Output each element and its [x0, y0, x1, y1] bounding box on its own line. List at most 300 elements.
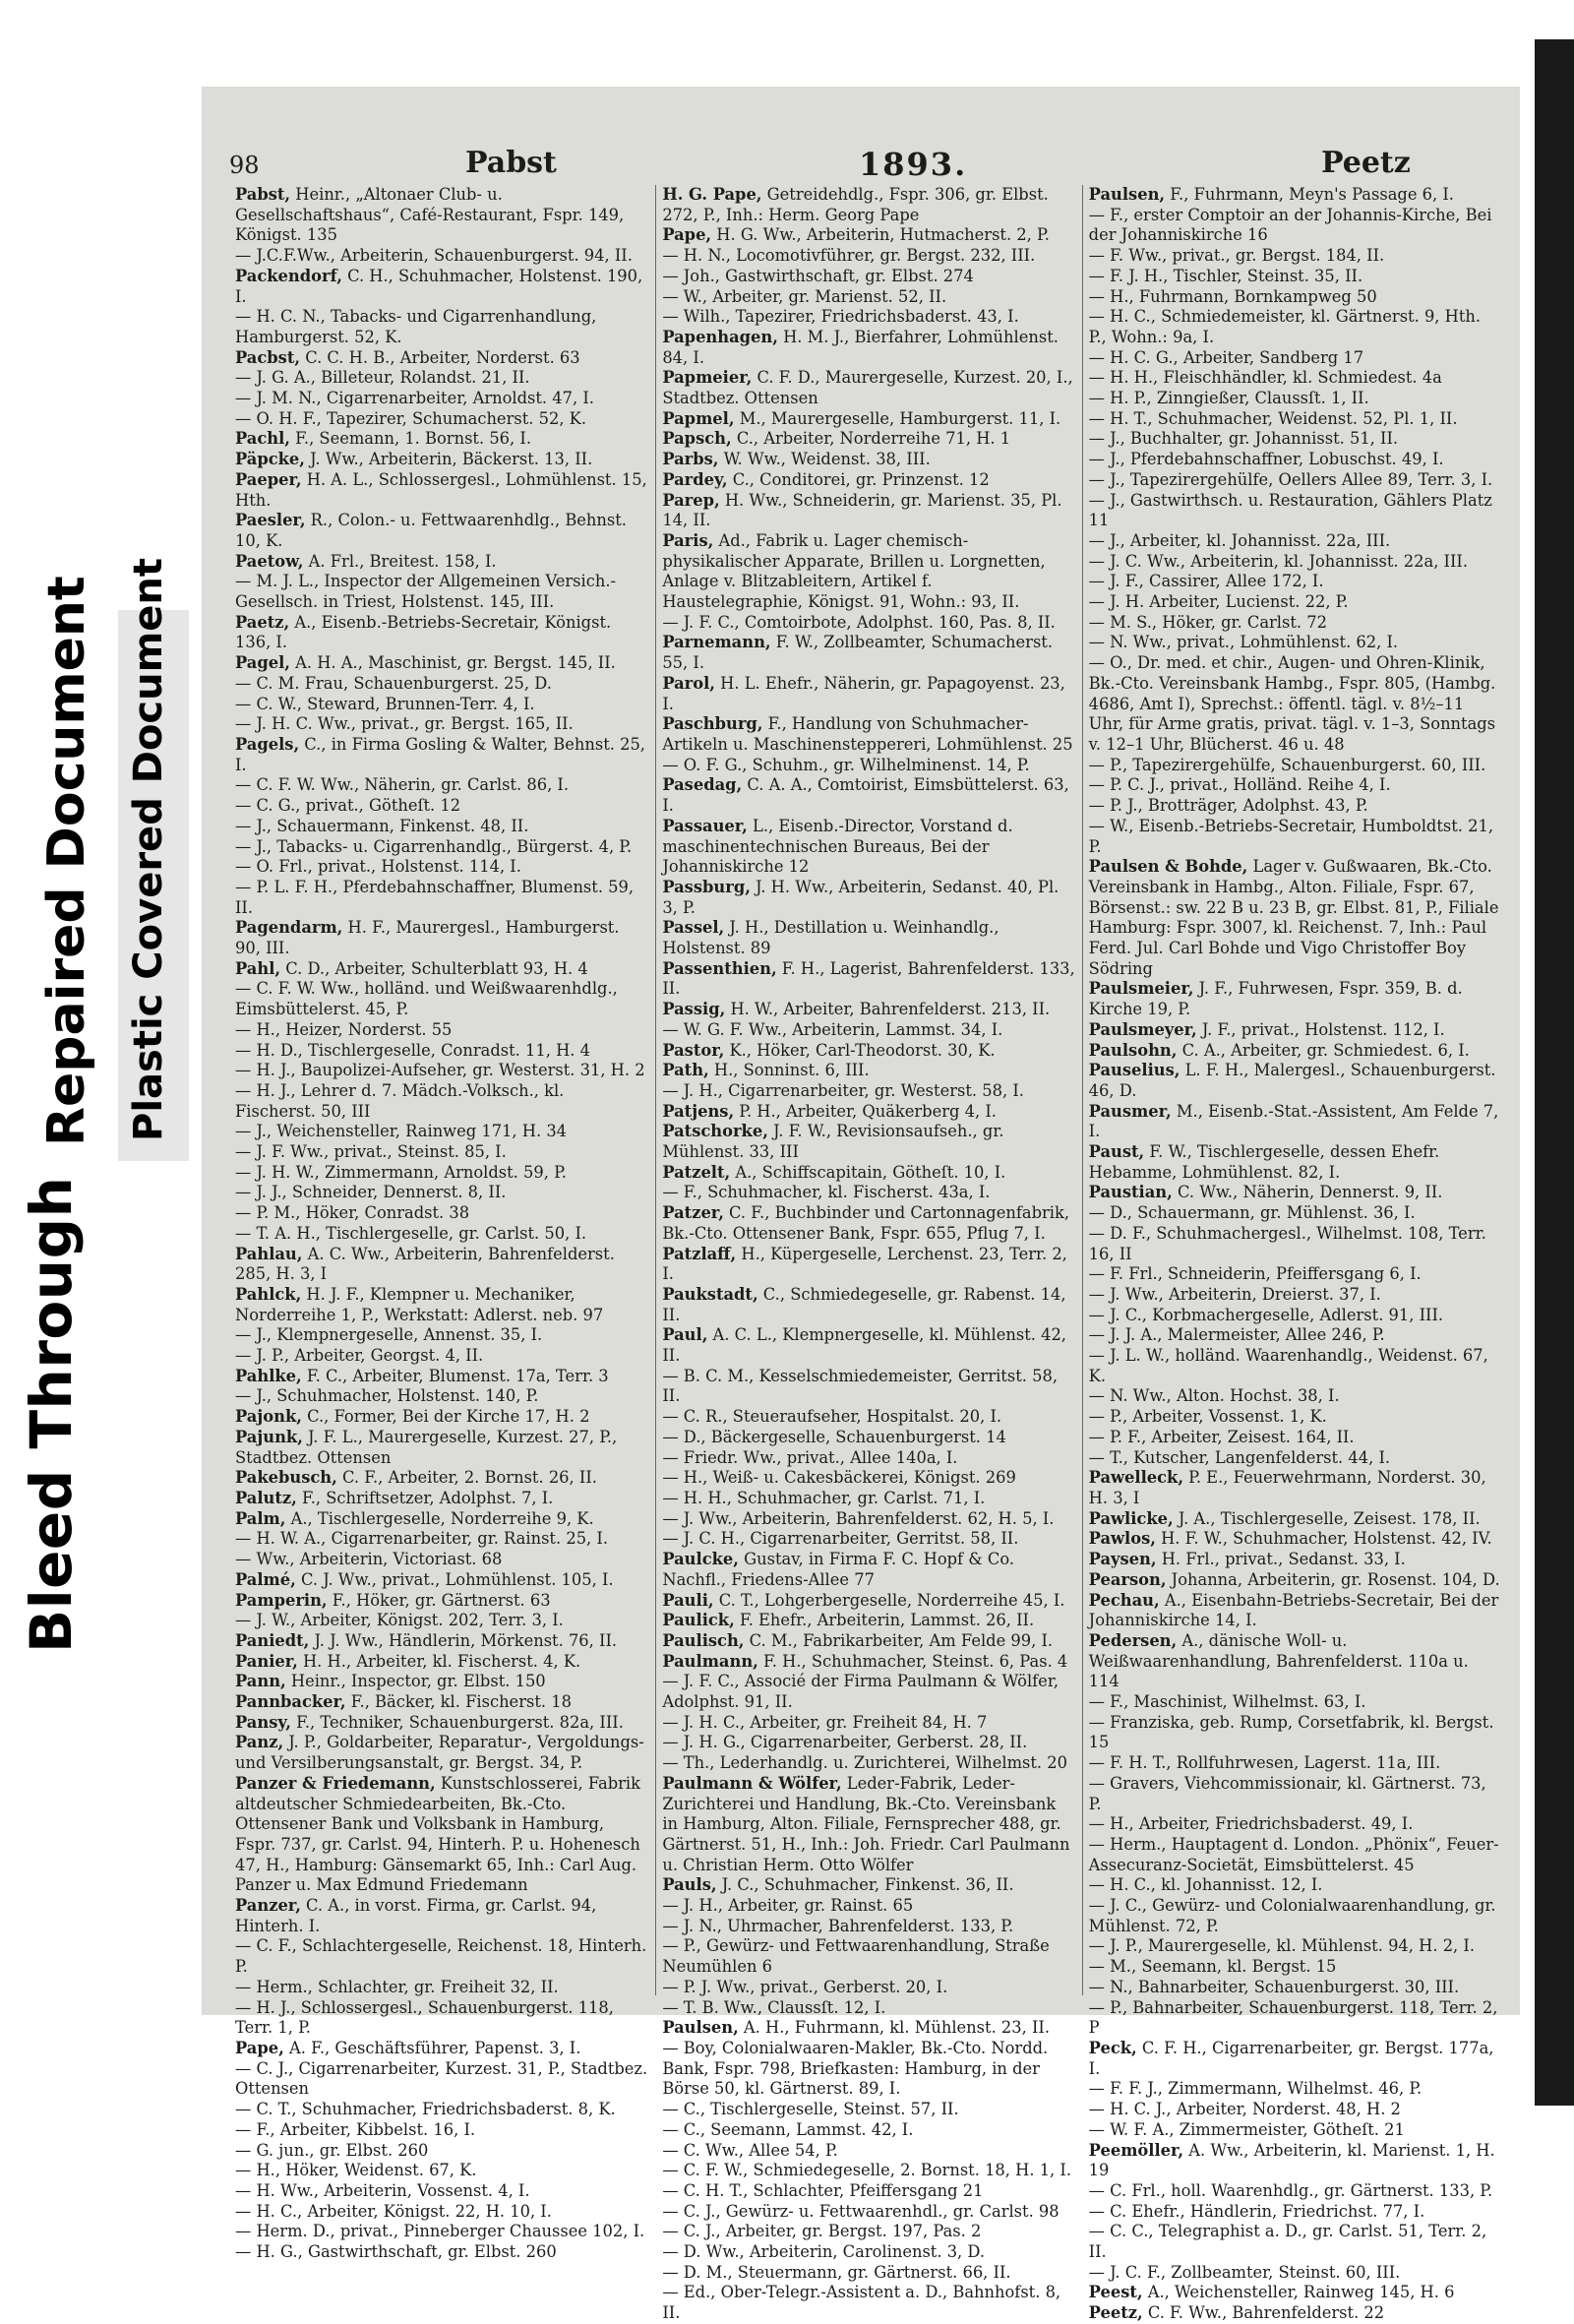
entry-text: — Wilh., Tapezirer, Friedrichsbaderst. 43, I. — [662, 307, 1019, 327]
entry-text: H. W., Arbeiter, Bahrenfelderst. 213, II. — [725, 1000, 1051, 1019]
entry-text: — C. J., Cigarrenarbeiter, Kurzest. 31, P., Stadtbez. Ottensen — [235, 2058, 648, 2099]
entry-name: Pauselius, — [1088, 1061, 1180, 1080]
entry-name: Pape, — [235, 2038, 284, 2057]
entry-text: Leder-Fabrik, Leder-Zurichterei und Handlung, Bk.-Cto. Vereinsbank in Hamburg, Alton. Filiale, Fernsprecher 488, gr. Gärtnerst. 51, H., Inh.: Joh. Friedr. Carl Paulmann u. Christian Herm. Otto Wölfer — [662, 1773, 1070, 1874]
entry-name: Peest, — [1088, 2283, 1143, 2302]
directory-entry — [1089, 1835, 1502, 1875]
entry-name: Pajunk, — [235, 1427, 303, 1446]
directory-entry — [1089, 1896, 1502, 1936]
directory-entry — [1089, 531, 1502, 552]
directory-entry — [662, 307, 1075, 328]
entry-text: A. F., Geschäftsführer, Papenst. 3, I. — [283, 2038, 581, 2057]
entry-text: — C. J., Arbeiter, gr. Bergst. 197, Pas. 2 — [662, 2222, 982, 2241]
entry-name: Pajonk, — [235, 1407, 302, 1427]
directory-entry — [662, 1936, 1075, 1977]
entry-text: — J. C. H., Cigarrenarbeiter, Gerritst. 58, II. — [662, 1529, 1019, 1549]
entry-text: — H. C. N., Tabacks- und Cigarrenhandlung, Hamburgerst. 52, K. — [235, 307, 597, 346]
entry-name: Paetz, — [235, 612, 290, 632]
directory-entry — [662, 328, 1075, 368]
scan-edge — [1535, 39, 1574, 2106]
directory-entry — [235, 979, 649, 1019]
directory-entry — [662, 674, 1075, 714]
directory-entry — [662, 1733, 1075, 1753]
entry-text: — J. H. W., Zimmermann, Arnoldst. 59, P. — [235, 1162, 567, 1182]
entry-name: Patzlaff, — [662, 1244, 737, 1263]
directory-entry — [662, 2018, 1075, 2039]
entry-name: Pauls, — [662, 1875, 717, 1895]
directory-entry — [235, 674, 649, 695]
entry-name: Palm, — [235, 1508, 286, 1528]
directory-entry — [1089, 1102, 1502, 1142]
directory-entry — [1089, 1774, 1502, 1814]
entry-name: Pagel, — [235, 653, 290, 673]
entry-name: Pawelleck, — [1088, 1468, 1183, 1488]
directory-entry — [1089, 1550, 1502, 1570]
entry-name: Pahlck, — [235, 1284, 302, 1304]
entry-name: Paulisch, — [662, 1630, 745, 1650]
entry-text: — H., Arbeiter, Friedrichsbaderst. 49, I. — [1088, 1814, 1414, 1834]
entry-text: — C. C., Telegraphist a. D., gr. Carlst. 51, Terr. 2, II. — [1088, 2222, 1487, 2262]
directory-entry — [662, 491, 1075, 531]
directory-entry — [1089, 1264, 1502, 1285]
directory-entry — [235, 775, 649, 796]
entry-text: C. F. Ww., Bahrenfelderst. 22 — [1142, 2303, 1385, 2323]
entry-text: — F., Schuhmacher, kl. Fischerst. 43a, I. — [662, 1183, 991, 1202]
entry-text: — D. Ww., Arbeiterin, Carolinenst. 3, D. — [662, 2242, 986, 2262]
entry-text: — P., Arbeiter, Vossenst. 1, K. — [1088, 1407, 1327, 1427]
entry-text: — J. F. C., Comtoirbote, Adolphst. 160, Pas. 8, II. — [662, 612, 1056, 632]
directory-entry — [235, 2059, 649, 2100]
entry-name: Patjens, — [662, 1101, 735, 1121]
entry-text: C. D., Arbeiter, Schulterblatt 93, H. 4 — [280, 958, 588, 978]
entry-text: — Boy, Colonialwaaren-Makler, Bk.-Cto. Nordd. Bank, Fspr. 798, Briefkasten: Hamburg, in der Börse 50, kl. Gärtnerst. 89, I. — [662, 2038, 1049, 2099]
entry-name: Päpcke, — [235, 450, 305, 469]
directory-entry — [662, 633, 1075, 673]
entry-text: H. G. Ww., Arbeiterin, Hutmacherst. 2, P. — [711, 225, 1050, 245]
directory-entry — [662, 878, 1075, 918]
directory-entry — [1089, 592, 1502, 613]
entry-name: Panzer, — [235, 1896, 301, 1916]
entry-text: — C. F. W. Ww., Näherin, gr. Carlst. 86, I. — [235, 775, 570, 795]
directory-entry — [1089, 653, 1502, 756]
directory-entry — [235, 918, 649, 958]
directory-entry — [662, 1203, 1075, 1244]
entry-text: F. Ehefr., Arbeiterin, Lammst. 26, II. — [734, 1611, 1035, 1630]
directory-entry — [1089, 491, 1502, 531]
entry-text: — J. M. N., Cigarrenarbeiter, Arnoldst. 47, I. — [235, 389, 594, 408]
entry-name: Paulick, — [662, 1611, 735, 1630]
entry-name: Paschburg, — [662, 714, 763, 734]
directory-entry — [235, 572, 649, 612]
directory-entry — [235, 1978, 649, 1998]
entry-text: — C. R., Steueraufseher, Hospitalst. 20, I. — [662, 1407, 1002, 1427]
directory-entry — [235, 307, 649, 347]
entry-text: — W. G. F. Ww., Arbeiterin, Lammst. 34, I. — [662, 1019, 1003, 1039]
directory-entry — [662, 1998, 1075, 2019]
entry-text: J. H. Ww., Arbeiterin, Sedanst. 40, Pl. 3, P. — [662, 877, 1059, 917]
entry-text: J. F., Fuhrwesen, Fspr. 359, B. d. Kirche 19, P. — [1088, 979, 1463, 1019]
directory-entry — [662, 1591, 1075, 1612]
directory-entry — [235, 1285, 649, 1325]
directory-entry — [235, 2100, 649, 2120]
entry-text: — J. Ww., Arbeiterin, Dreierst. 37, I. — [1088, 1284, 1381, 1304]
entry-text: — J., Buchhalter, gr. Johannisst. 51, II. — [1088, 429, 1399, 449]
directory-entry — [1089, 1325, 1502, 1346]
entry-text: — N. Ww., privat., Lohmühlenst. 62, I. — [1088, 633, 1399, 652]
directory-entry — [235, 1591, 649, 1612]
directory-entry — [1089, 2202, 1502, 2223]
entry-name: Pardey, — [662, 469, 728, 489]
directory-entry — [235, 1936, 649, 1977]
entry-text: — C. Ehefr., Händlerin, Friedrichst. 77, I. — [1088, 2201, 1425, 2221]
entry-name: Pahlke, — [235, 1366, 302, 1385]
entry-text: A., Schiffscapitain, Götheſt. 10, I. — [730, 1162, 1006, 1182]
entry-text: — B. C. M., Kesselschmiedemeister, Gerritst. 58, II. — [662, 1366, 1058, 1406]
directory-entry — [1089, 2303, 1502, 2324]
entry-text: — J., Tapezirergehülfe, Oellers Allee 89, Terr. 3, I. — [1088, 469, 1493, 489]
entry-text: — H., Fuhrmann, Bornkampweg 50 — [1088, 286, 1377, 306]
label-plastic-covered: Plastic Covered Document — [126, 557, 171, 1141]
entry-text: — H. C., Arbeiter, Königst. 22, H. 10, I. — [235, 2201, 552, 2221]
entry-text: — F. F. J., Zimmermann, Wilhelmst. 46, P. — [1088, 2079, 1423, 2099]
entry-text: — J., Pferdebahnschaffner, Lobuschst. 49, I. — [1088, 450, 1444, 469]
entry-text: — N., Bahnarbeiter, Schauenburgerst. 30, III. — [1088, 1977, 1460, 1996]
directory-entry — [662, 1041, 1075, 1062]
directory-entry — [235, 470, 649, 511]
directory-entry — [662, 1529, 1075, 1550]
entry-text: M., Eisenb.-Stat.-Assistent, Am Felde 7, I. — [1088, 1101, 1499, 1141]
directory-entry — [662, 1000, 1075, 1020]
entry-text: — O. H. F., Tapezirer, Schumacherst. 52, K. — [235, 408, 587, 428]
entry-text: — F., erster Comptoir an der Johannis-Kirche, Bei der Johanniskirche 16 — [1088, 205, 1492, 245]
directory-entry — [235, 185, 649, 246]
entry-name: Paulsen, — [1088, 185, 1166, 204]
entry-name: Paniedt, — [235, 1630, 310, 1650]
entry-text: — J. H., Cigarrenarbeiter, gr. Westerst. 58, I. — [662, 1080, 1024, 1100]
entry-text: — J. C. F., Zollbeamter, Steinst. 60, III. — [1088, 2262, 1401, 2282]
directory-entry — [235, 1652, 649, 1673]
directory-entry — [662, 2161, 1075, 2181]
directory-entry — [1089, 1224, 1502, 1264]
entry-text: F., Handlung von Schuhmacher-Artikeln u. Maschinensteppereri, Lohmühlenst. 25 — [662, 714, 1073, 754]
directory-entry — [235, 1509, 649, 1530]
entry-name: Pape, — [662, 225, 712, 245]
directory-entry — [235, 1774, 649, 1896]
directory-entry — [235, 1733, 649, 1773]
entry-text: — P. L. F. H., Pferdebahnschaffner, Blumenst. 59, II. — [235, 877, 635, 917]
entry-text: — J., Schauermann, Finkenst. 48, II. — [235, 816, 529, 835]
entry-text: C., in Firma Gosling & Walter, Behnst. 25, I. — [235, 734, 645, 774]
directory-entry — [1089, 1142, 1502, 1183]
directory-entry — [1089, 1285, 1502, 1306]
entry-name: Path, — [662, 1061, 709, 1080]
entry-name: Panier, — [235, 1651, 298, 1671]
entry-columns — [229, 185, 1508, 2323]
entry-name: Pedersen, — [1088, 1630, 1178, 1650]
entry-name: Pachl, — [235, 429, 290, 449]
entry-name: Paeper, — [235, 469, 302, 489]
directory-entry — [662, 450, 1075, 470]
directory-entry — [235, 1468, 649, 1489]
directory-entry — [1089, 796, 1502, 817]
entry-name: Paulcke, — [662, 1550, 739, 1569]
entry-text: W. Ww., Weidenst. 38, III. — [718, 450, 931, 469]
entry-text: — H. W. A., Cigarrenarbeiter, gr. Rainst. 25, I. — [235, 1529, 609, 1549]
directory-entry — [235, 1061, 649, 1081]
entry-text: H. J. F., Klempner u. Mechaniker, Norderreihe 1, P., Werkstatt: Adlerst. neb. 97 — [235, 1284, 604, 1324]
directory-entry — [1089, 1957, 1502, 1978]
entry-text: — C. G., privat., Götheſt. 12 — [235, 796, 461, 816]
entry-text: J. A., Tischlergeselle, Zeisest. 178, II. — [1173, 1508, 1481, 1528]
entry-text: H., Küpergeselle, Lerchenst. 23, Terr. 2, I. — [662, 1244, 1067, 1284]
entry-name: Patschorke, — [662, 1122, 768, 1141]
directory-entry — [1089, 979, 1502, 1019]
directory-entry — [1089, 633, 1502, 653]
directory-entry — [662, 1896, 1075, 1917]
entry-text: J. F. L., Maurergeselle, Kurzest. 27, P., Stadtbez. Ottensen — [235, 1427, 618, 1467]
entry-text: Gustav, in Firma F. C. Hopf & Co. Nachfl., Friedens-Allee 77 — [662, 1550, 1015, 1589]
entry-name: Panzer & Friedemann, — [235, 1773, 436, 1793]
page-header — [229, 146, 1508, 185]
directory-entry — [1089, 1306, 1502, 1326]
entry-text: — H. J., Baupolizei-Aufseher, gr. Westerst. 31, H. 2 — [235, 1061, 645, 1080]
directory-entry — [235, 1407, 649, 1428]
entry-name: Patzelt, — [662, 1162, 731, 1182]
directory-entry — [235, 1142, 649, 1163]
directory-entry — [662, 1672, 1075, 1712]
directory-entry — [1089, 1631, 1502, 1692]
entry-text: — W., Eisenb.-Betriebs-Secretair, Humboldtst. 21, P. — [1088, 816, 1494, 856]
directory-entry — [1089, 1978, 1502, 1998]
entry-name: Paulmann & Wölfer, — [662, 1773, 842, 1793]
directory-entry — [1089, 267, 1502, 287]
entry-text: C. F. D., Maurergeselle, Kurzest. 20, I., Stadtbez. Ottensen — [662, 368, 1073, 408]
directory-entry — [1089, 756, 1502, 776]
directory-entry — [235, 1041, 649, 1062]
entry-text: — Franziska, geb. Rump, Corsetfabrik, kl. Bergst. 15 — [1088, 1712, 1494, 1752]
entry-text: — H. C., Schmiedemeister, kl. Gärtnerst. 9, Hth. P., Wohn.: 9a, I. — [1088, 307, 1482, 346]
entry-text: J. F. W., Revisionsaufseh., gr. Mühlenst. 33, III — [662, 1122, 1004, 1162]
entry-text: — J., Schuhmacher, Holstenst. 140, P. — [235, 1386, 539, 1406]
entry-text: Heinr., „Altonaer Club- u. Gesellschaftshaus“, Café-Restaurant, Fspr. 149, Königst. 135 — [235, 185, 625, 245]
entry-text: — O. F. G., Schuhm., gr. Wilhelminenst. 14, P. — [662, 755, 1030, 774]
directory-entry — [1089, 1509, 1502, 1530]
directory-entry — [1089, 1753, 1502, 1774]
entry-text: H., Sonninst. 6, III. — [708, 1061, 870, 1080]
directory-entry — [662, 2222, 1075, 2242]
entry-text: — P., Gewürz- und Fettwaarenhandlung, Straße Neumühlen 6 — [662, 1936, 1050, 1977]
entry-text: — H. C. G., Arbeiter, Sandberg 17 — [1088, 347, 1364, 367]
entry-text: — J. L. W., holländ. Waarenhandlg., Weidenst. 67, K. — [1088, 1346, 1488, 1385]
entry-name: Papsch, — [662, 429, 732, 449]
entry-text: C., Former, Bei der Kirche 17, H. 2 — [301, 1407, 590, 1427]
entry-text: — Th., Lederhandlg. u. Zurichterei, Wilhelmst. 20 — [662, 1753, 1068, 1773]
entry-text: — J. H. C., Arbeiter, gr. Freiheit 84, H. 7 — [662, 1712, 988, 1732]
entry-text: — D. F., Schuhmachergesl., Wilhelmst. 108, Terr. 16, II — [1088, 1223, 1486, 1263]
entry-text: A., Tischlergeselle, Norderreihe 9, K. — [285, 1508, 594, 1528]
directory-entry — [1089, 1061, 1502, 1101]
entry-name: Patzer, — [662, 1203, 724, 1223]
entry-text: F., Techniker, Schauenburgerst. 82a, III. — [290, 1712, 624, 1732]
entry-name: Paulmann, — [662, 1651, 758, 1671]
directory-entry — [235, 735, 649, 775]
directory-entry — [662, 2181, 1075, 2202]
entry-text: — H., Höker, Weidenst. 67, K. — [235, 2161, 477, 2180]
entry-name: Papenhagen, — [662, 327, 778, 346]
directory-entry — [662, 1428, 1075, 1448]
entry-text: M., Maurergeselle, Hamburgerst. 11, I. — [734, 408, 1061, 428]
directory-entry — [1089, 857, 1502, 979]
entry-text: — P., Bahnarbeiter, Schauenburgerst. 118, Terr. 2, P — [1088, 1997, 1498, 2038]
right-keyword: Peetz — [1321, 146, 1411, 180]
directory-entry — [662, 267, 1075, 287]
directory-entry — [662, 1652, 1075, 1673]
entry-text: F. C., Arbeiter, Blumenst. 17a, Terr. 3 — [301, 1366, 609, 1385]
entry-text: — J., Weichensteller, Rainweg 171, H. 34 — [235, 1122, 568, 1141]
directory-entry — [662, 246, 1075, 267]
directory-entry — [1089, 450, 1502, 470]
directory-entry — [662, 2242, 1075, 2263]
directory-entry — [662, 1611, 1075, 1631]
entry-name: Pasedag, — [662, 775, 743, 795]
column-3 — [1082, 185, 1508, 2323]
entry-text: — F. Ww., privat., gr. Bergst. 184, II. — [1088, 246, 1385, 266]
directory-entry — [235, 1692, 649, 1713]
directory-entry — [1089, 775, 1502, 796]
directory-entry — [1089, 1386, 1502, 1407]
entry-name: Paetow, — [235, 551, 304, 571]
page-number: 98 — [229, 152, 260, 179]
entry-text: — J. P., Arbeiter, Georgst. 4, II. — [235, 1346, 484, 1366]
directory-entry — [1089, 348, 1502, 369]
entry-name: Pawlicke, — [1088, 1508, 1174, 1528]
directory-entry — [235, 1020, 649, 1041]
entry-text: A. C. Ww., Arbeiterin, Bahrenfelderst. 285, H. 3, I — [235, 1244, 615, 1284]
entry-text: — J. H. Arbeiter, Lucienst. 22, P. — [1088, 592, 1349, 612]
entry-text: — H. P., Zinngießer, Claussſt. 1, II. — [1088, 389, 1369, 408]
entry-name: Pansy, — [235, 1712, 291, 1732]
directory-entry — [235, 2181, 649, 2202]
directory-entry — [235, 857, 649, 878]
directory-entry — [235, 1325, 649, 1346]
directory-entry — [662, 1183, 1075, 1203]
entry-name: Paustian, — [1088, 1183, 1173, 1202]
directory-entry — [662, 2039, 1075, 2100]
entry-text: F., Fuhrmann, Meyn's Passage 6, I. — [1165, 185, 1454, 204]
entry-name: Passel, — [662, 918, 725, 938]
entry-name: Paulsen, — [662, 2018, 739, 2038]
directory-entry — [662, 1061, 1075, 1081]
entry-text: H. M. J., Bierfahrer, Lohmühlenst. 84, I. — [662, 327, 1059, 367]
entry-name: Pannbacker, — [235, 1692, 346, 1712]
entry-name: Papmel, — [662, 408, 735, 428]
entry-name: Paris, — [662, 530, 714, 550]
entry-text: F., Bäcker, kl. Fischerst. 18 — [345, 1692, 572, 1712]
entry-text: H. L. Ehefr., Näherin, gr. Papagoyenst. 23, I. — [662, 673, 1065, 713]
directory-entry — [1089, 2181, 1502, 2202]
directory-entry — [662, 1102, 1075, 1123]
entry-text: Kunstschlosserei, Fabrik altdeutscher Schmiedearbeiten, Bk.-Cto. Ottensener Bank und Volksbank in Hamburg, Fspr. 737, gr. Carlst. 94, Hinterh. P. u. Hohenesch 47, H., Hamburg: Gänsemarkt 65, Inh.: Carl Aug. Panzer u. Max Edmund Friedemann — [235, 1773, 640, 1895]
directory-entry — [235, 2202, 649, 2223]
directory-entry — [662, 1713, 1075, 1734]
left-keyword: Pabst — [465, 146, 557, 180]
entry-text: — O. Frl., privat., Holstenst. 114, I. — [235, 857, 521, 877]
label-repaired-document: Repaired Document — [37, 576, 96, 1146]
directory-entry — [662, 531, 1075, 613]
directory-entry — [1089, 817, 1502, 857]
directory-entry — [235, 653, 649, 674]
entry-text: — C. J., Gewürz- u. Fettwaarenhdl., gr. Carlst. 98 — [662, 2201, 1059, 2221]
entry-text: F. H., Lagerist, Bahrenfelderst. 133, II. — [662, 958, 1075, 999]
entry-name: Pamperin, — [235, 1590, 328, 1610]
entry-text: — Herm. D., privat., Pinneberger Chaussee 102, I. — [235, 2222, 645, 2241]
entry-text: — H., Heizer, Norderst. 55 — [235, 1019, 453, 1039]
directory-entry — [1089, 1998, 1502, 2039]
directory-entry — [235, 1672, 649, 1692]
entry-text: A., Eisenb.-Betriebs-Secretair, Königst. 136, I. — [235, 612, 612, 652]
entry-text: J. F., privat., Holstenst. 112, I. — [1196, 1019, 1445, 1039]
directory-entry — [1089, 1692, 1502, 1713]
directory-entry — [662, 287, 1075, 308]
entry-text: H. F. W., Schuhmacher, Holstenst. 42, IV. — [1155, 1529, 1492, 1549]
directory-entry — [235, 1489, 649, 1509]
directory-entry — [1089, 1875, 1502, 1896]
entry-text: F., Schriftsetzer, Adolphst. 7, I. — [296, 1489, 554, 1507]
entry-text: Ad., Fabrik u. Lager chemisch-physikalischer Apparate, Brillen u. Lorgnetten, Anlage v. Blitzableitern, Artikel f. Haustelegraphie, Königst. 91, Wohn.: 93, II. — [662, 530, 1046, 612]
entry-text: — P. M., Höker, Conradst. 38 — [235, 1203, 470, 1223]
entry-name: Palutz, — [235, 1489, 297, 1507]
directory-entry — [235, 2141, 649, 2162]
directory-entry — [1089, 2039, 1502, 2079]
entry-name: Paulsohn, — [1088, 1040, 1178, 1060]
entry-text: Lager v. Gußwaaren, Bk.-Cto. Vereinsbank in Hambg., Alton. Filiale, Fspr. 67, Börsenst.: sw. 22 B u. 23 B, gr. Elbst. 81, P., Filiale Hamburg: Fspr. 3007, kl. Reichenst. 7, Inh.: Paul Ferd. Jul. Carl Bohde und Vigo Christoffer Boy Södring — [1088, 857, 1499, 978]
directory-entry — [235, 1346, 649, 1367]
entry-text: — J., Gastwirthsch. u. Restauration, Gählers Platz 11 — [1088, 490, 1492, 530]
entry-name: Pearson, — [1088, 1569, 1167, 1589]
entry-name: Paesler, — [235, 511, 306, 530]
entry-text: C. A., in vorst. Firma, gr. Carlst. 94, Hinterh. I. — [235, 1896, 597, 1935]
entry-text: C., Schmiedegeselle, gr. Rabenst. 14, II. — [662, 1284, 1066, 1324]
directory-entry — [235, 1529, 649, 1550]
entry-name: Pagendarm, — [235, 918, 343, 938]
entry-text: C. F., Arbeiter, 2. Bornst. 26, II. — [336, 1468, 597, 1488]
entry-text: A. H. A., Maschinist, gr. Bergst. 145, II. — [289, 653, 616, 673]
entry-name: Passig, — [662, 1000, 726, 1019]
directory-entry — [662, 1978, 1075, 1998]
directory-entry — [1089, 2120, 1502, 2141]
entry-text: H. Ww., Schneiderin, gr. Marienst. 35, Pl. 14, II. — [662, 490, 1062, 530]
directory-entry — [235, 1183, 649, 1203]
directory-entry — [235, 613, 649, 653]
entry-text: — H. J., Schlossergesl., Schauenburgerst. 118, Terr. 1, P. — [235, 1997, 614, 2038]
entry-text: F., Seemann, 1. Bornst. 56, I. — [289, 429, 531, 449]
entry-text: — J. N., Uhrmacher, Bahrenfelderst. 133, P. — [662, 1916, 1014, 1935]
directory-entry — [1089, 368, 1502, 389]
directory-entry — [662, 1163, 1075, 1184]
directory-entry — [1089, 1020, 1502, 1041]
entry-text: — J. H. C. Ww., privat., gr. Bergst. 165, II. — [235, 714, 574, 734]
entry-text: — F., Arbeiter, Kibbelst. 16, I. — [235, 2119, 476, 2139]
entry-name: Pagels, — [235, 734, 300, 754]
directory-entry — [235, 878, 649, 918]
directory-entry — [1089, 470, 1502, 491]
directory-entry — [662, 2263, 1075, 2284]
entry-text: — T., Kutscher, Langenfelderst. 44, I. — [1088, 1447, 1391, 1467]
entry-text: — P. J. Ww., privat., Gerberst. 20, I. — [662, 1977, 948, 1996]
directory-entry — [662, 775, 1075, 816]
entry-text: — J. F. C., Associé der Firma Paulmann & Wölfer, Adolphst. 91, II. — [662, 1672, 1059, 1712]
directory-entry — [235, 695, 649, 715]
